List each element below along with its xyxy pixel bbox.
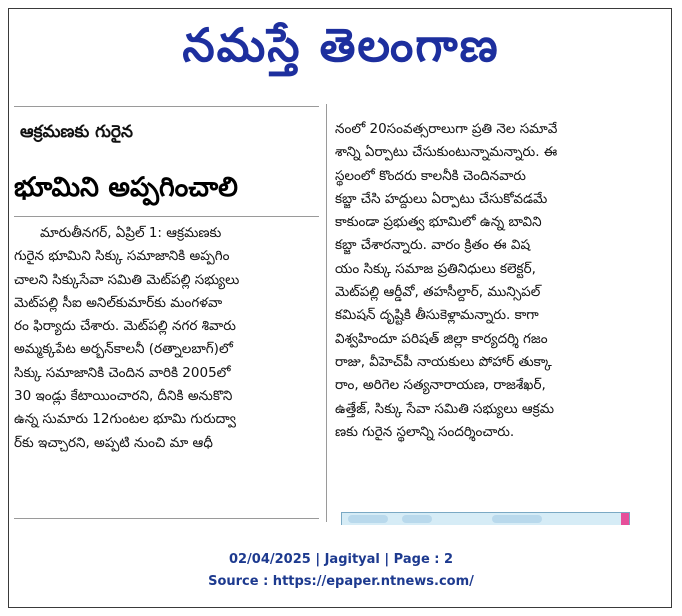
body-line: మెట్‌పల్లి ఆర్డీవో, తహసీల్దార్, మున్సిపల్ [335, 284, 541, 301]
body-line: కబ్జా చేశారన్నారు. వారం క్రితం ఈ విష [335, 237, 531, 254]
body-line: కబ్జా చేసి హద్దులు ఏర్పాటు చేసుకోవడమే [335, 190, 548, 207]
body-line: మెట్‌పల్లి సీఐ అనిల్‌కుమార్‌కు మంగళవా [14, 294, 223, 311]
body-line: శాన్ని ఏర్పాటు చేసుకుంటున్నామన్నారు. ఈ [335, 144, 558, 161]
body-line: నంలో 20సంవత్సరాలుగా ప్రతి నెల సమావే [335, 121, 558, 137]
body-line: కాకుండా ప్రభుత్వ భూమిలో ఉన్న బావిని [335, 214, 542, 231]
top-rule [14, 106, 319, 107]
news-clipping [14, 104, 638, 522]
right-body-text [335, 118, 638, 444]
footer-date-edition: 02/04/2025 | Jagityal | Page : 2 [228, 552, 454, 567]
body-line: ఉత్తేజ్, సిక్కు సేవా సమితి సభ్యులు ఆక్రమ [335, 400, 554, 417]
body-line: రాజు, వీహెచ్‌పీ నాయకులు పోహార్ తుక్కా [335, 353, 552, 370]
body-line: ణకు గురైన స్థలాన్ని సందర్శించారు. [335, 423, 515, 440]
advertisement-strip [341, 512, 630, 525]
body-line: రాం, అరిగెల సత్యనారాయణ, రాజశేఖర్, [335, 377, 546, 394]
footer-source-link[interactable]: Source : https://epaper.ntnews.com/ [208, 574, 474, 589]
body-line: స్థలంలో కొందరు కాలనీకి చెందినవారు [335, 167, 526, 184]
ad-graphic [348, 515, 388, 523]
ad-accent [621, 513, 629, 525]
bottom-rule [14, 518, 319, 519]
ad-graphic [402, 515, 432, 523]
left-body-text [14, 222, 319, 455]
left-column [14, 104, 319, 522]
body-line: 30 ఇండ్లు కేటాయించారని, దీనికి అనుకొని [14, 388, 233, 405]
ad-graphic [492, 515, 542, 523]
article-kicker: ఆక్రమణకు గురైన [20, 122, 133, 142]
right-column [335, 104, 638, 522]
body-line: ఉన్న సుమారు 12గుంటల భూమి గురుద్వా [14, 411, 236, 428]
body-line: సిక్కు సమాజానికి చెందిన వారికి 2005లో [14, 364, 231, 381]
body-line: మారుతీనగర్, ఏప్రిల్ 1: ఆక్రమణకు [40, 225, 222, 241]
newspaper-masthead: నమస్తే తెలంగాణ [182, 18, 500, 72]
body-line: యం సిక్కు సమాజ ప్రతినిధులు కలెక్టర్, [335, 260, 536, 277]
body-line: ర్‌కు ఇచ్చారని, అప్పటి నుంచి మా ఆధీ [14, 434, 213, 451]
body-line: అమ్మక్కపేట అర్బన్‌కాలనీ (రత్నాలబాగ్)లో [14, 341, 233, 358]
body-line: రం ఫిర్యాదు చేశారు. మెట్‌పల్లి నగర శివారు [14, 318, 236, 335]
article-headline: భూమిని అప్పగించాలి [14, 172, 238, 203]
body-line: విశ్వహిందూ పరిషత్ జిల్లా కార్యదర్శి గజం [335, 330, 548, 347]
column-divider [326, 104, 327, 522]
body-line: చాలని సిక్కుసేవా సమితి మెట్‌పల్లి సభ్యులు [14, 271, 240, 288]
body-line: కమిషన్ దృష్టికి తీసుకెళ్లామన్నారు. కాగా [335, 307, 539, 324]
headline-rule [14, 216, 319, 217]
body-line: గురైన భూమిని సిక్కు సమాజానికి అప్పగిం [14, 248, 230, 265]
